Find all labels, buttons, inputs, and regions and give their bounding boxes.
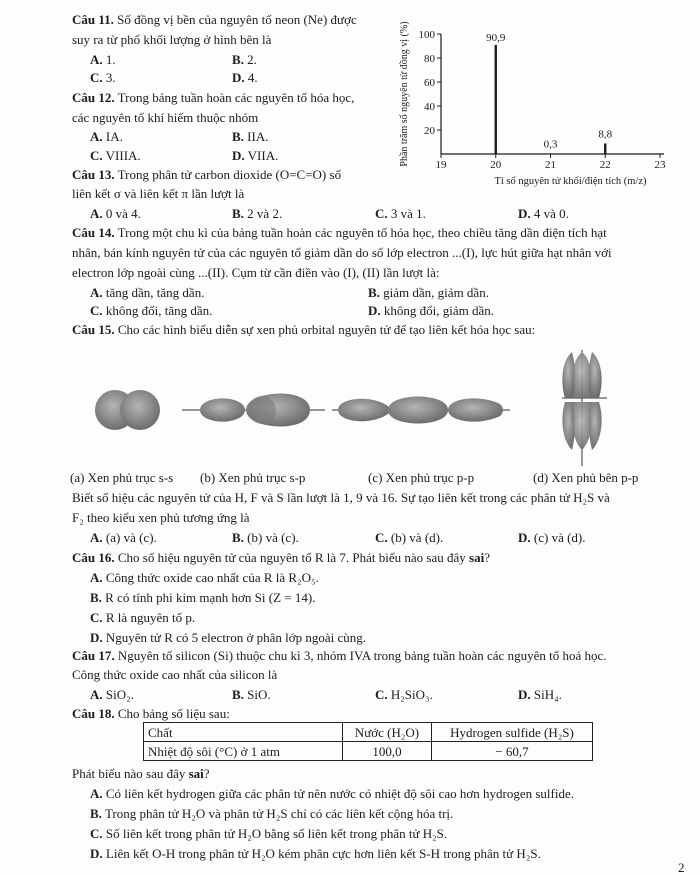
q15-option-c: C. (b) và (d). xyxy=(375,530,444,545)
q16-bold-word: sai xyxy=(469,550,485,565)
q11-line1 xyxy=(72,12,357,27)
q16-option-a: A. Công thức oxide cao nhất của R là R₂O₅. xyxy=(90,570,319,585)
table-cell: Nhiệt độ sôi (°C) ở 1 atm xyxy=(144,742,343,761)
q15-caption-c: (c) Xen phủ trục p-p xyxy=(368,470,475,485)
q18-stem2: Phát biểu nào sau đây xyxy=(72,766,186,781)
bar xyxy=(604,143,606,154)
page-number: 2 xyxy=(678,860,685,875)
q15-option-b: B. (b) và (c). xyxy=(232,530,299,545)
q18-option-b: B. Trong phân tử H₂O và phân tử H₂S chỉ có các liên kết cộng hóa trị. xyxy=(90,806,454,821)
q12-option-c: C. VIIIA. xyxy=(90,148,141,163)
q13-option-b: B. 2 và 2. xyxy=(232,206,283,221)
q11-line2: suy ra từ phổ khối lượng ở hình bên là xyxy=(72,32,272,47)
q18-bold-word: sai xyxy=(188,766,204,781)
q15-caption-d: (d) Xen phủ bên p-p xyxy=(533,470,639,485)
q14-line3: electron lớp ngoài cùng ...(II). Cụm từ cần điền vào (I), (II) lần lượt là: xyxy=(72,265,440,280)
y-tick-label: 60 xyxy=(424,77,435,89)
q16-stem: Cho số hiệu nguyên tử của nguyên tố R là 7. Phát biểu nào sau đây xyxy=(117,550,466,565)
x-axis-label: Tỉ số nguyên tử khối/điện tích (m/z) xyxy=(494,176,647,187)
table-cell: − 60,7 xyxy=(432,742,593,761)
y-tick-label: 40 xyxy=(424,101,435,113)
q15-option-a: A. (a) và (c). xyxy=(90,530,157,545)
q12-option-a: A. IA. xyxy=(90,129,123,144)
q15-caption-b: (b) Xen phủ trục s-p xyxy=(200,470,306,485)
q16-option-d: D. Nguyên tử R có 5 electron ở phân lớp ngoài cùng. xyxy=(90,630,367,645)
q15-caption-a: (a) Xen phủ trục s-s xyxy=(70,470,174,485)
q13-option-c: C. 3 và 1. xyxy=(375,206,426,221)
q12-option-d: D. VIIA. xyxy=(232,148,279,163)
bar-data-label: 90,9 xyxy=(486,31,506,44)
bar-data-label: 8,8 xyxy=(598,128,613,141)
q11-option-a: A. 1. xyxy=(90,52,116,67)
q17-stem: Nguyên tố silicon (Si) thuộc chu kì 3, nhóm IVA trong bảng tuần hoàn các nguyên tố hoá học. xyxy=(117,648,607,663)
q17-option-a: A. SiO₂. xyxy=(90,687,134,702)
q14-option-b: B. giảm dần, giảm dần. xyxy=(368,285,489,300)
x-tick-label: 19 xyxy=(435,159,447,171)
q13-option-a: A. 0 và 4. xyxy=(90,206,141,221)
table-cell: 100,0 xyxy=(343,742,432,761)
q15-option-d: D. (c) và (d). xyxy=(518,530,586,545)
table-row xyxy=(144,742,593,761)
q18-option-c: C. Số liên kết trong phân tử H₂O bằng số liên kết trong phân tử H₂S. xyxy=(90,826,448,841)
q14-line1 xyxy=(72,225,607,240)
q13-label: Câu 13. xyxy=(72,167,115,182)
q11-option-d: D. 4. xyxy=(232,70,258,85)
q16-stem-end: ? xyxy=(484,550,490,565)
q11-option-b: B. 2. xyxy=(232,52,257,67)
q11-label: Câu 11. xyxy=(72,12,114,27)
q14-line2: nhân, bán kính nguyên tử của các nguyên tố giảm dần do số lớp electron ...(I), lực hút giữa hạt nhân với xyxy=(72,245,612,260)
q16-option-c: C. R là nguyên tố p. xyxy=(90,610,196,625)
orbital-c-p-p xyxy=(332,397,510,424)
q16-line1 xyxy=(72,550,490,565)
q11-option-c: C. 3. xyxy=(90,70,116,85)
q15-line1 xyxy=(72,322,535,337)
q15-stem: Cho các hình biểu diễn sự xen phủ orbital nguyên tử để tạo liên kết hóa học sau: xyxy=(117,322,536,337)
q12-line2: các nguyên tố khí hiếm thuộc nhóm xyxy=(72,110,259,125)
orbital-overlap-figures xyxy=(70,342,690,472)
q18-label: Câu 18. xyxy=(72,706,115,721)
bar xyxy=(549,154,551,155)
q13-stem: Trong phân tử carbon dioxide (O=C=O) số xyxy=(117,167,342,182)
q13-line1 xyxy=(72,167,341,182)
q18-stem: Cho bảng số liệu sau: xyxy=(117,706,230,721)
q17-option-d: D. SiH₄. xyxy=(518,687,562,702)
q14-label: Câu 14. xyxy=(72,225,115,240)
y-tick-label: 20 xyxy=(424,125,435,137)
q11-stem: Số đồng vị bền của nguyên tố neon (Ne) được xyxy=(117,12,357,27)
mass-spectrum-chart xyxy=(395,20,695,190)
table-header-cell: Nước (H₂O) xyxy=(343,723,432,742)
q18-line1 xyxy=(72,706,230,721)
y-tick-label: 100 xyxy=(418,29,435,41)
q14-option-d: D. không đổi, giảm dần. xyxy=(368,303,495,318)
q18-data-table xyxy=(143,722,593,761)
q14-option-a: A. tăng dần, tăng dần. xyxy=(90,285,205,300)
q13-option-d: D. 4 và 0. xyxy=(518,206,569,221)
bar-data-label: 0,3 xyxy=(543,138,558,151)
table-row xyxy=(144,723,593,742)
q18-option-d: D. Liên kết O-H trong phân tử H₂O kém phân cực hơn liên kết S-H trong phân tử H₂S. xyxy=(90,846,541,861)
q16-label: Câu 16. xyxy=(72,550,115,565)
q18-stem-end: ? xyxy=(203,766,210,781)
q12-line1 xyxy=(72,90,354,105)
q15-line2: Biết số hiệu các nguyên tử của H, F và S lần lượt là 1, 9 và 16. Sự tạo liên kết trong các phân tử H₂S và xyxy=(72,490,610,505)
q12-option-b: B. IIA. xyxy=(232,129,269,144)
q17-label: Câu 17. xyxy=(72,648,115,663)
orbital-a-s-s xyxy=(95,390,160,430)
x-tick-label: 20 xyxy=(490,159,502,171)
q18-line2 xyxy=(72,766,210,781)
table-header-cell: Hydrogen sulfide (H₂S) xyxy=(432,723,593,742)
table-header-cell: Chất xyxy=(144,723,343,742)
q17-line2: Công thức oxide cao nhất của silicon là xyxy=(72,667,278,682)
q15-label: Câu 15. xyxy=(72,322,115,337)
q14-stem: Trong một chu kì của bảng tuần hoàn các nguyên tố hóa học, theo chiều tăng dần điện tích hạt xyxy=(117,225,607,240)
x-tick-label: 22 xyxy=(599,159,611,171)
q12-label: Câu 12. xyxy=(72,90,115,105)
y-tick-label: 80 xyxy=(424,53,435,65)
q14-option-c: C. không đổi, tăng dần. xyxy=(90,303,213,318)
q18-option-a: A. Có liên kết hydrogen giữa các phân tử nên nước có nhiệt độ sôi cao hơn hydrogen sulfide. xyxy=(90,786,574,801)
orbital-d-side-p-p xyxy=(562,350,607,466)
orbital-b-s-p xyxy=(182,393,325,426)
x-tick-label: 23 xyxy=(654,159,666,171)
q17-option-c: C. H₂SiO₃. xyxy=(375,687,433,702)
q17-option-b: B. SiO. xyxy=(232,687,271,702)
q15-line3: F₂ theo kiểu xen phủ tương ứng là xyxy=(72,510,250,525)
bar xyxy=(495,45,497,154)
q17-line1 xyxy=(72,648,607,663)
q13-line2: liên kết σ và liên kết π lần lượt là xyxy=(72,186,245,201)
x-tick-label: 21 xyxy=(545,159,556,171)
q12-stem: Trong bảng tuần hoàn các nguyên tố hóa học, xyxy=(117,90,355,105)
y-axis-label: Phần trăm số nguyên tử đồng vị (%) xyxy=(399,21,410,167)
q16-option-b: B. R có tính phi kim mạnh hơn Si (Z = 14). xyxy=(90,590,316,605)
